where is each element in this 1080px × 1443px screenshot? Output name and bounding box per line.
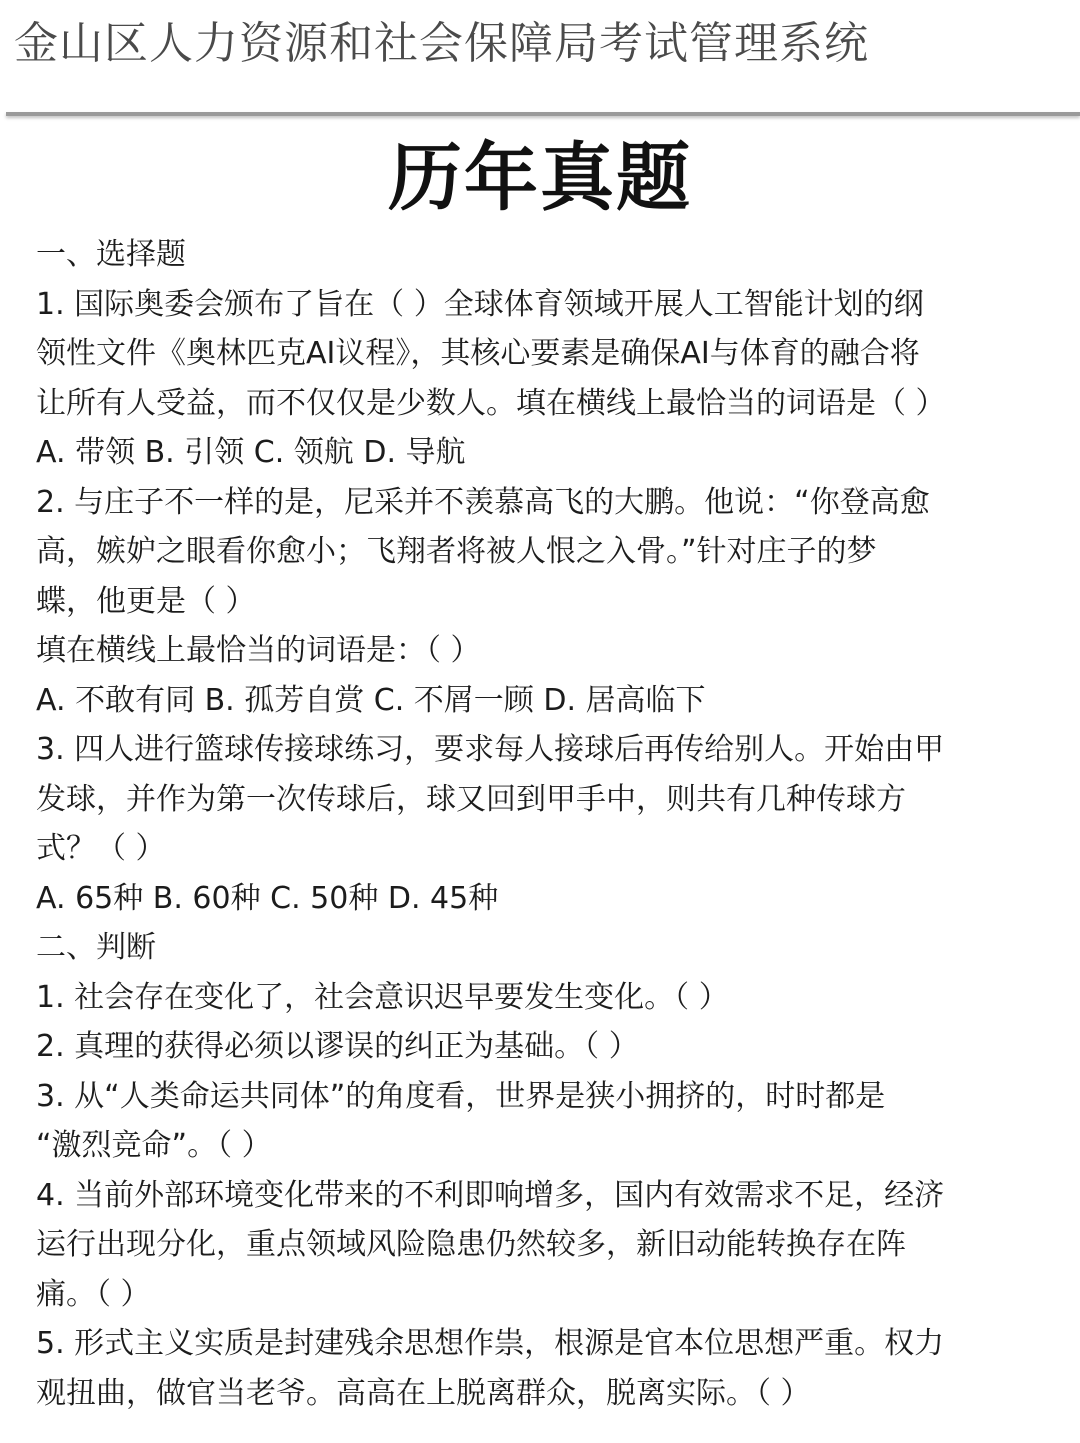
question-content [36,230,1046,1418]
question-line: 式？（ ） [36,831,166,866]
question-line: 痛。（ ） [36,1276,151,1312]
question-line: 5. 形式主义实质是封建残余思想作祟，根源是官本位思想严重。权力 [36,1326,945,1361]
section-heading-choice: 一、选择题 [36,237,186,272]
question-line: 1. 社会存在变化了，社会意识迟早要发生变化。（ ） [36,979,729,1015]
answer-options: A. 65种 B. 60种 C. 50种 D. 45种 [36,880,499,916]
header [0,0,1080,120]
question-line: “激烈竞命”。（ ） [36,1128,272,1163]
question-line: 蝶，他更是（ ） [36,583,256,619]
question-line: 1. 国际奥委会颁布了旨在（ ）全球体育领域开展人工智能计划的纲 [36,286,924,322]
question-line: 2. 与庄子不一样的是，尼采并不羡慕高飞的大鹏。他说：“你登高愈 [36,484,930,520]
question-line: 让所有人受益，而不仅仅是少数人。填在横线上最恰当的词语是（ ） [36,385,946,421]
question-line: 运行出现分化，重点领域风险隐患仍然较多，新旧动能转换存在阵 [36,1227,906,1262]
answer-options: A. 带领 B. 引领 C. 领航 D. 导航 [36,435,466,470]
question-line: 填在横线上最恰当的词语是：（ ） [36,633,481,668]
question-line: 3. 从“人类命运共同体”的角度看，世界是狭小拥挤的，时时都是 [36,1078,886,1114]
question-line: 3. 四人进行篮球传接球练习，要求每人接球后再传给别人。开始由甲 [36,732,945,767]
page-title: 历年真题 [388,135,692,221]
header-divider [6,112,1080,116]
question-line: 4. 当前外部环境变化带来的不利即响增多，国内有效需求不足，经济 [36,1177,945,1213]
question-line: 2. 真理的获得必须以谬误的纠正为基础。（ ） [36,1029,639,1064]
answer-options: A. 不敢有同 B. 孤芳自赏 C. 不屑一顾 D. 居高临下 [36,682,706,718]
question-line: 观扭曲，做官当老爷。高高在上脱离群众，脱离实际。（ ） [36,1375,811,1411]
question-line: 领性文件《奥林匹克AI议程》，其核心要素是确保AI与体育的融合将 [36,336,920,371]
question-line: 高，嫉妒之眼看你愈小；飞翔者将被人恨之入骨。”针对庄子的梦 [36,534,877,569]
section-heading-judgment: 二、判断 [36,930,156,965]
question-line: 发球，并作为第一次传球后，球又回到甲手中，则共有几种传球方 [36,781,906,817]
system-title: 金山区人力资源和社会保障局考试管理系统 [14,18,869,69]
